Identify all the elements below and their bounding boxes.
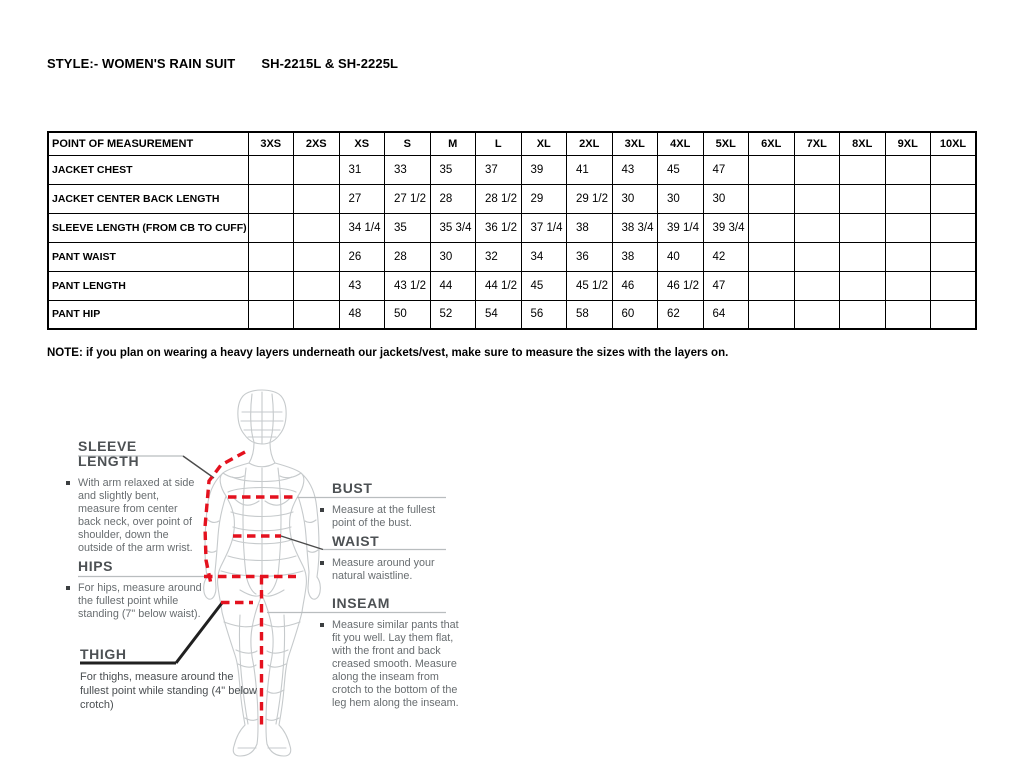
size-value-cell: 29 1/2 <box>567 184 613 213</box>
size-value-cell: 36 <box>567 242 613 271</box>
size-value-cell: 41 <box>567 155 613 184</box>
guide-inseam <box>332 596 464 710</box>
size-value-cell: 37 <box>476 155 522 184</box>
size-value-cell: 38 <box>567 213 613 242</box>
inseam-heading: INSEAM <box>332 595 391 611</box>
size-value-cell: 42 <box>703 242 749 271</box>
size-value-cell: 33 <box>385 155 431 184</box>
size-value-cell: 45 <box>658 155 704 184</box>
size-value-cell: 28 <box>430 184 476 213</box>
size-value-cell: 36 1/2 <box>476 213 522 242</box>
measurement-label: PANT HIP <box>48 300 248 329</box>
hips-heading: HIPS <box>78 558 114 574</box>
waist-description: Measure around your natural waistline. <box>332 557 452 583</box>
size-value-cell: 30 <box>703 184 749 213</box>
size-value-cell: 30 <box>430 242 476 271</box>
size-value-cell: 34 <box>521 242 567 271</box>
size-value-cell: 29 <box>521 184 567 213</box>
size-value-cell: 26 <box>339 242 385 271</box>
size-value-cell: 44 1/2 <box>476 271 522 300</box>
thigh-description: For thighs, measure around the fullest point while standing (4" below crotch) <box>80 671 257 711</box>
measurement-label: JACKET CENTER BACK LENGTH <box>48 184 248 213</box>
hips-description: For hips, measure around the fullest point while standing (7" below waist). <box>78 582 206 621</box>
size-value-cell: 30 <box>658 184 704 213</box>
style-label: STYLE:- WOMEN'S RAIN SUIT <box>47 56 236 71</box>
size-column-header: 3XS <box>248 132 294 155</box>
size-value-cell: 50 <box>385 300 431 329</box>
size-value-cell: 27 1/2 <box>385 184 431 213</box>
size-value-cell: 40 <box>658 242 704 271</box>
bust-heading: BUST <box>332 480 373 496</box>
size-value-cell: 58 <box>567 300 613 329</box>
size-column-header: 4XL <box>658 132 704 155</box>
guide-thigh <box>80 647 260 712</box>
size-value-cell: 38 3/4 <box>612 213 658 242</box>
size-value-cell: 39 3/4 <box>703 213 749 242</box>
size-value-cell: 31 <box>339 155 385 184</box>
size-value-cell: 37 1/4 <box>521 213 567 242</box>
size-value-cell: 35 <box>385 213 431 242</box>
size-value-cell: 43 <box>612 155 658 184</box>
size-value-cell: 52 <box>430 300 476 329</box>
measurement-label: PANT WAIST <box>48 242 248 271</box>
thigh-heading: THIGH <box>80 646 127 662</box>
size-column-header: XL <box>521 132 567 155</box>
size-column-header: 7XL <box>794 132 840 155</box>
size-value-cell: 28 <box>385 242 431 271</box>
size-value-cell: 54 <box>476 300 522 329</box>
size-value-cell: 35 <box>430 155 476 184</box>
size-value-cell: 39 <box>521 155 567 184</box>
measurement-label: JACKET CHEST <box>48 155 248 184</box>
size-value-cell: 28 1/2 <box>476 184 522 213</box>
size-value-cell: 43 1/2 <box>385 271 431 300</box>
size-value-cell: 60 <box>612 300 658 329</box>
size-value-cell: 38 <box>612 242 658 271</box>
size-column-header: 8XL <box>840 132 886 155</box>
size-value-cell: 56 <box>521 300 567 329</box>
size-value-cell: 47 <box>703 155 749 184</box>
size-value-cell: 35 3/4 <box>430 213 476 242</box>
size-column-header: 3XL <box>612 132 658 155</box>
size-column-header: 6XL <box>749 132 795 155</box>
size-value-cell: 47 <box>703 271 749 300</box>
guide-bust <box>332 481 457 530</box>
size-value-cell: 32 <box>476 242 522 271</box>
size-column-header: L <box>476 132 522 155</box>
size-value-cell: 46 <box>612 271 658 300</box>
size-column-header: M <box>430 132 476 155</box>
inseam-description: Measure similar pants that fit you well. Lay them flat, with the front and back creased smooth. Measure along the inseam from crotch to the bottom of the leg hem along the inseam. <box>332 619 464 710</box>
measurement-label: SLEEVE LENGTH (FROM CB TO CUFF) <box>48 213 248 242</box>
size-column-header: 2XL <box>567 132 613 155</box>
guide-hips <box>78 559 206 621</box>
size-column-header: 2XS <box>294 132 340 155</box>
guide-sleeve-length <box>78 439 196 555</box>
size-value-cell: 27 <box>339 184 385 213</box>
size-value-cell: 43 <box>339 271 385 300</box>
size-column-header: 9XL <box>885 132 931 155</box>
size-value-cell: 46 1/2 <box>658 271 704 300</box>
size-value-cell: 34 1/4 <box>339 213 385 242</box>
measurement-label: PANT LENGTH <box>48 271 248 300</box>
size-column-header: XS <box>339 132 385 155</box>
size-column-header: 5XL <box>703 132 749 155</box>
size-value-cell: 44 <box>430 271 476 300</box>
size-value-cell: 64 <box>703 300 749 329</box>
size-value-cell: 45 1/2 <box>567 271 613 300</box>
size-value-cell: 39 1/4 <box>658 213 704 242</box>
bust-description: Measure at the fullest point of the bust. <box>332 504 457 530</box>
sleeve-length-description: With arm relaxed at side and slightly bent, measure from center back neck, over point of shoulder, down the outside of the arm wrist. <box>78 477 195 554</box>
style-codes: SH-2215L & SH-2225L <box>261 56 399 71</box>
point-of-measurement-header: POINT OF MEASUREMENT <box>48 132 248 155</box>
size-value-cell: 30 <box>612 184 658 213</box>
size-value-cell: 45 <box>521 271 567 300</box>
size-value-cell: 62 <box>658 300 704 329</box>
waist-heading: WAIST <box>332 533 380 549</box>
sleeve-length-heading: SLEEVE LENGTH <box>78 438 140 469</box>
waist-pointer <box>281 536 323 550</box>
size-column-header: 10XL <box>931 132 977 155</box>
size-column-header: S <box>385 132 431 155</box>
size-value-cell: 48 <box>339 300 385 329</box>
note-text: NOTE: if you plan on wearing a heavy layers underneath our jackets/vest, make sure to measure the sizes with the layers on. <box>47 347 729 359</box>
guide-waist <box>332 534 452 583</box>
